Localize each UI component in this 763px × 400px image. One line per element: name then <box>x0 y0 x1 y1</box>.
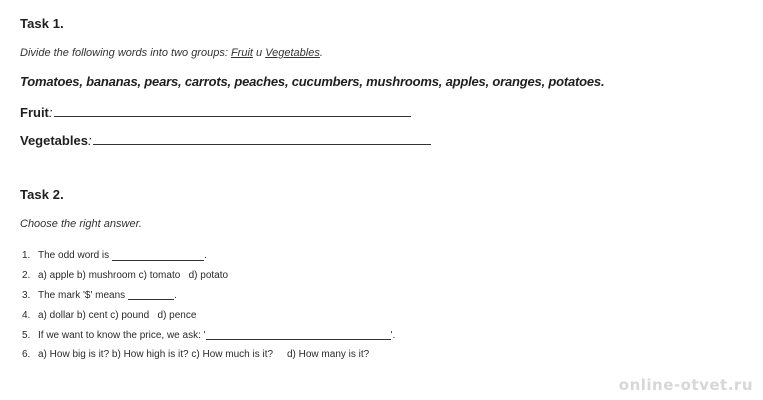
item-number: 4. <box>22 309 31 321</box>
item-text: If we want to know the price, we ask: ' <box>38 329 206 341</box>
fruit-answer-blank[interactable] <box>54 104 411 117</box>
task1-instruction <box>20 47 323 59</box>
task1-vegetables-word: Vegetables <box>265 47 320 59</box>
task1-conjunction: u <box>252 47 266 59</box>
list-item <box>22 266 395 286</box>
list-item <box>22 286 395 306</box>
item-number: 5. <box>22 329 31 341</box>
task1-title: Task 1. <box>20 16 64 31</box>
list-item <box>22 246 395 266</box>
list-item <box>22 325 395 345</box>
answer-blank[interactable] <box>112 251 204 261</box>
vegetables-label: Vegetables <box>20 133 88 148</box>
vegetables-answer-blank[interactable] <box>93 132 431 145</box>
answer-blank[interactable] <box>128 290 174 300</box>
task2-instruction: Choose the right answer. <box>20 218 142 230</box>
fruit-answer-line <box>20 104 411 120</box>
item-text-end: '. <box>390 329 396 341</box>
task2-question-list <box>22 246 395 365</box>
item-number: 1. <box>22 250 31 262</box>
list-item <box>22 305 395 325</box>
vegetables-answer-line <box>20 132 431 148</box>
task1-instruction-prefix: Divide the following words into two groups: <box>20 47 231 59</box>
item-text: The odd word is <box>38 250 112 262</box>
task1-fruit-word: Fruit <box>230 47 253 59</box>
vegetables-colon: : <box>87 133 92 148</box>
answer-blank[interactable] <box>206 330 391 340</box>
item-text-end: . <box>203 250 207 262</box>
task2-title: Task 2. <box>20 187 64 202</box>
item-text-end: . <box>173 289 177 301</box>
item-number: 3. <box>22 289 31 301</box>
fruit-colon: : <box>48 105 53 120</box>
item-number: 6. <box>22 349 31 361</box>
list-item <box>22 345 395 365</box>
item-options: a) How big is it? b) How high is it? c) How much is it? d) How many is it? <box>38 349 370 361</box>
fruit-label: Fruit <box>20 105 49 120</box>
task1-instruction-period: . <box>319 47 323 59</box>
item-options: a) apple b) mushroom c) tomato d) potato <box>38 270 229 282</box>
site-watermark: online-otvet.ru <box>618 376 753 394</box>
task1-word-list: Tomatoes, bananas, pears, carrots, peaches, cucumbers, mushrooms, apples, oranges, potatoes. <box>20 74 605 89</box>
item-options: a) dollar b) cent c) pound d) pence <box>38 309 197 321</box>
item-number: 2. <box>22 270 31 282</box>
item-text: The mark '$' means <box>38 289 128 301</box>
